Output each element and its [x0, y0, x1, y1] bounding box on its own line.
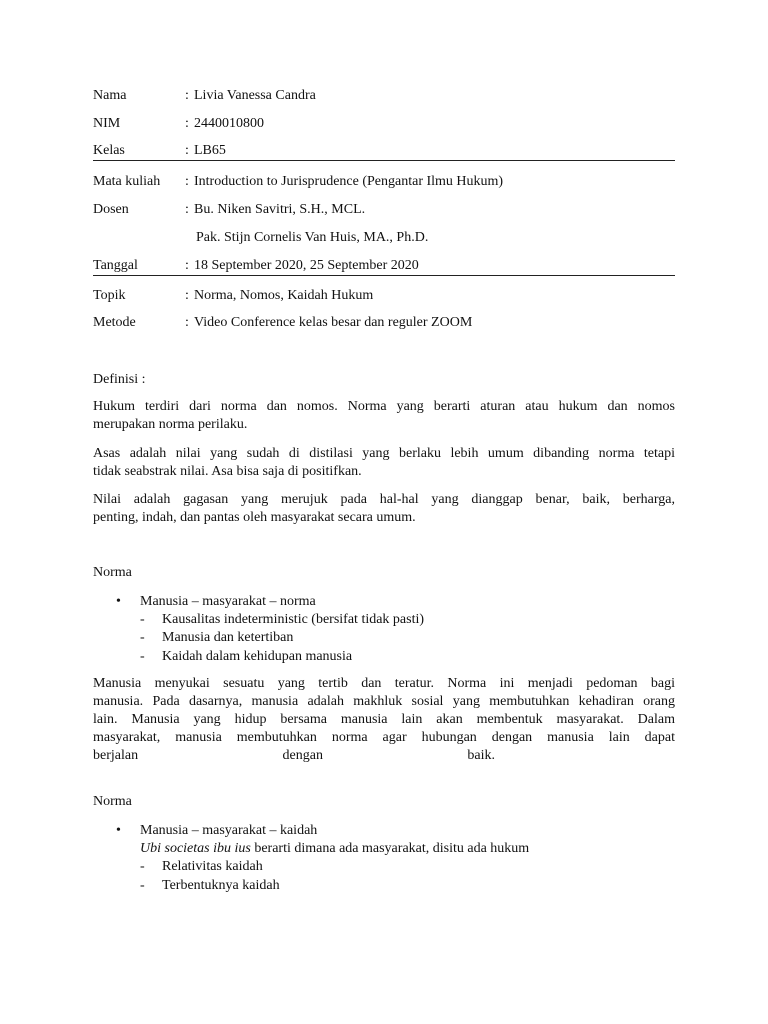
bullet-marker: •	[116, 823, 121, 838]
norma-2-bullet: Manusia – masyarakat – kaidah	[140, 823, 318, 838]
nama-colon: :	[185, 88, 189, 103]
topik-colon: :	[185, 288, 189, 303]
norma-1-paragraph-line-3: lain. Manusia yang hidup bersama manusia lain akan membentuk masyarakat. Dalam	[93, 712, 675, 727]
tanggal-value: 18 September 2020, 25 September 2020	[194, 258, 419, 273]
dosen-colon: :	[185, 202, 189, 217]
mata-kuliah-colon: :	[185, 174, 189, 189]
norma-1-bullet: Manusia – masyarakat – norma	[140, 594, 316, 609]
definisi-heading: Definisi :	[93, 372, 146, 387]
definisi-paragraph-2-line-1: Asas adalah nilai yang sudah di distilasi yang berlaku lebih umum dibanding norma tetapi	[93, 446, 675, 461]
kelas-colon: :	[185, 143, 189, 158]
latin-phrase: Ubi societas ibu ius	[140, 841, 251, 856]
tanggal-colon: :	[185, 258, 189, 273]
norma-2-latin-line	[140, 840, 529, 858]
dash-marker: -	[140, 878, 145, 893]
dash-marker: -	[140, 859, 145, 874]
kelas-value: LB65	[194, 143, 226, 158]
norma-2-item-2: Terbentuknya kaidah	[162, 878, 280, 893]
definisi-paragraph-1-line-2: merupakan norma perilaku.	[93, 417, 248, 432]
norma-1-paragraph-line-5: berjalan dengan baik.	[93, 748, 495, 763]
dosen-value-2: Pak. Stijn Cornelis Van Huis, MA., Ph.D.	[196, 230, 429, 245]
topik-value: Norma, Nomos, Kaidah Hukum	[194, 288, 374, 303]
norma-1-paragraph-line-4: masyarakat, manusia membutuhkan norma agar hubungan dengan manusia lain dapat	[93, 730, 675, 745]
dosen-value-1: Bu. Niken Savitri, S.H., MCL.	[194, 202, 366, 217]
nama-value: Livia Vanessa Candra	[194, 88, 316, 103]
dash-marker: -	[140, 612, 145, 627]
definisi-paragraph-2-line-2: tidak seabstrak nilai. Asa bisa saja di positifkan.	[93, 464, 362, 479]
topik-label: Topik	[93, 288, 126, 303]
dash-marker: -	[140, 649, 145, 664]
norma-1-item-1: Kausalitas indeterministic (bersifat tidak pasti)	[162, 612, 425, 627]
mata-kuliah-value: Introduction to Jurisprudence (Pengantar Ilmu Hukum)	[194, 174, 504, 189]
norma-2-item-1: Relativitas kaidah	[162, 859, 263, 874]
norma-heading-2: Norma	[93, 794, 132, 809]
norma-1-paragraph-line-1: Manusia menyukai sesuatu yang tertib dan teratur. Norma ini menjadi pedoman bagi	[93, 676, 675, 691]
nim-colon: :	[185, 116, 189, 131]
definisi-paragraph-1-line-1: Hukum terdiri dari norma dan nomos. Norma yang berarti aturan atau hukum dan nomos	[93, 399, 675, 414]
definisi-paragraph-3-line-1: Nilai adalah gagasan yang merujuk pada hal-hal yang dianggap benar, baik, berharga,	[93, 492, 675, 507]
metode-colon: :	[185, 315, 189, 330]
header-divider-1	[93, 160, 675, 161]
norma-1-paragraph-line-2: manusia. Pada dasarnya, manusia adalah makhluk sosial yang membutuhkan kehadiran orang	[93, 694, 675, 709]
norma-1-item-3: Kaidah dalam kehidupan manusia	[162, 649, 353, 664]
metode-label: Metode	[93, 315, 136, 330]
norma-1-item-2: Manusia dan ketertiban	[162, 630, 294, 645]
kelas-label: Kelas	[93, 143, 125, 158]
latin-explanation: berarti dimana ada masyarakat, disitu ada hukum	[250, 841, 530, 856]
dash-marker: -	[140, 630, 145, 645]
mata-kuliah-label: Mata kuliah	[93, 174, 161, 189]
bullet-marker: •	[116, 594, 121, 609]
metode-value: Video Conference kelas besar dan reguler ZOOM	[194, 315, 473, 330]
nama-label: Nama	[93, 88, 127, 103]
nim-value: 2440010800	[194, 116, 264, 131]
norma-heading-1: Norma	[93, 565, 132, 580]
header-divider-2	[93, 275, 675, 276]
definisi-paragraph-3-line-2: penting, indah, dan pantas oleh masyarakat secara umum.	[93, 510, 416, 525]
dosen-label: Dosen	[93, 202, 129, 217]
tanggal-label: Tanggal	[93, 258, 138, 273]
nim-label: NIM	[93, 116, 121, 131]
